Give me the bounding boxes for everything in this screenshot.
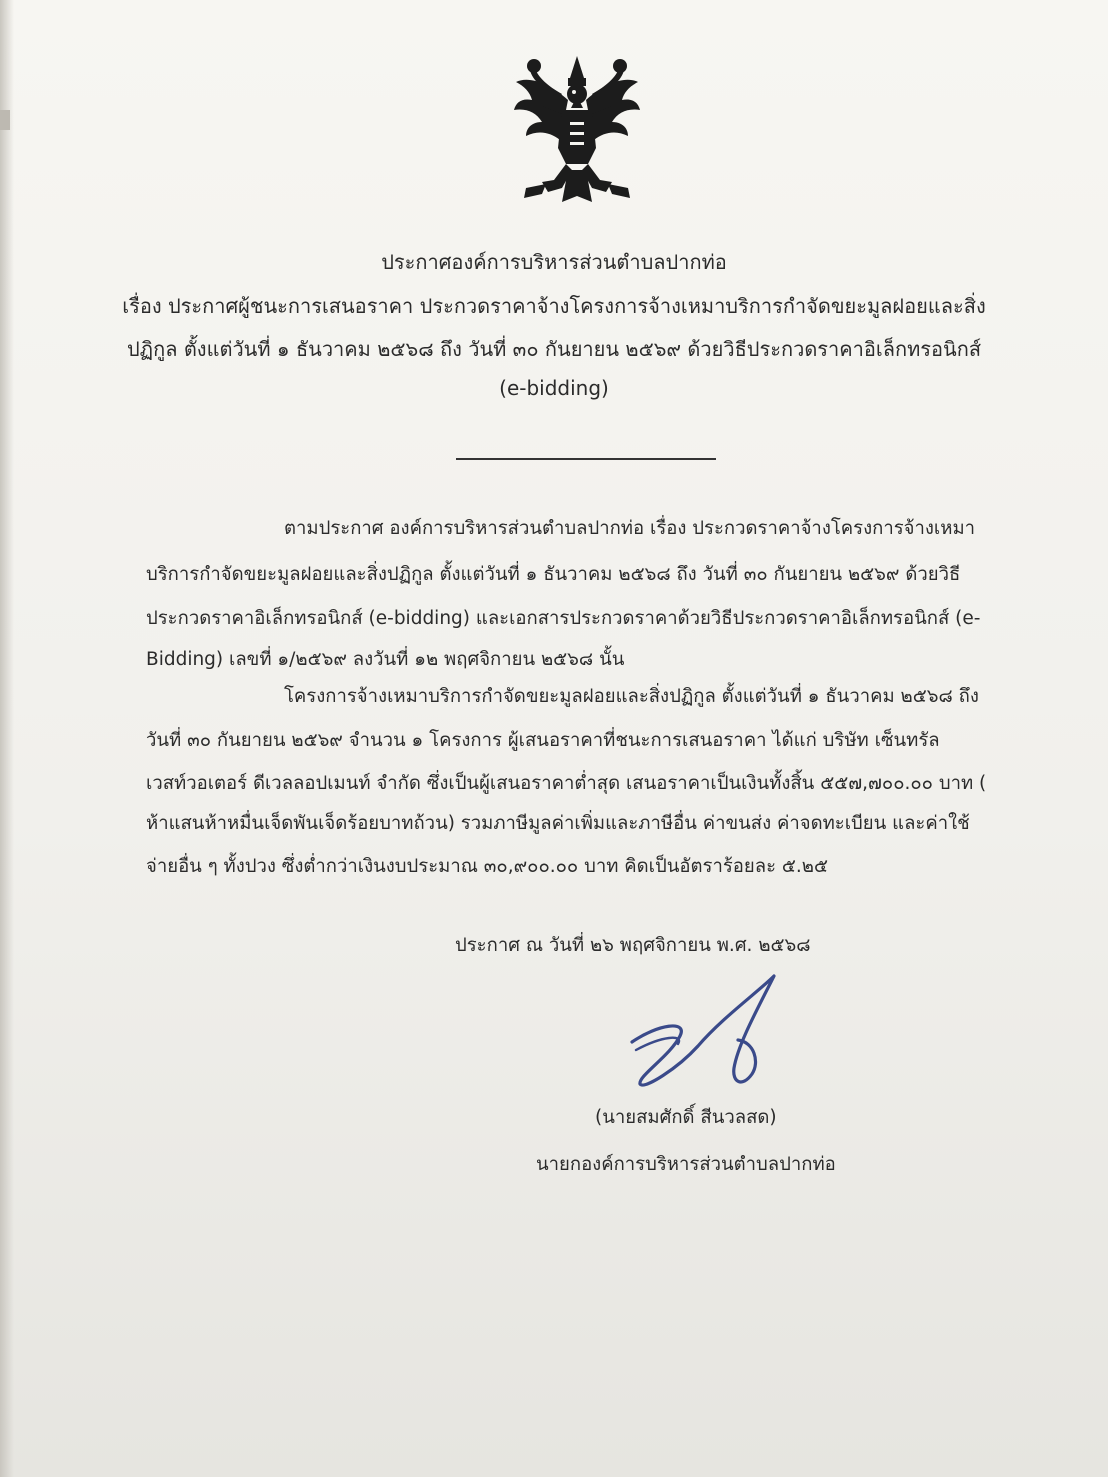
- signer-name: (นายสมศักดิ์ สีนวลสด): [595, 1107, 777, 1128]
- title-line-4: (e-bidding): [499, 376, 609, 400]
- signer-position: นายกองค์การบริหารส่วนตำบลปากท่อ: [536, 1154, 836, 1175]
- paragraph2-line-2: วันที่ ๓๐ กันยายน ๒๕๖๙ จำนวน ๑ โครงการ ผู้เสนอราคาที่ชนะการเสนอราคา ได้แก่ บริษัท เซ็นทรัล: [146, 730, 940, 751]
- title-line-3: ปฏิกูล ตั้งแต่วันที่ ๑ ธันวาคม ๒๕๖๘ ถึง วันที่ ๓๐ กันยายน ๒๕๖๙ ด้วยวิธีประกวดราคาอิเล็กทรอนิกส์: [126, 337, 982, 361]
- paragraph2-line-4: ห้าแสนห้าหมื่นเจ็ดพันเจ็ดร้อยบาทถ้วน) รวมภาษีมูลค่าเพิ่มและภาษีอื่น ค่าขนส่ง ค่าจดทะเบียน และค่าใช้: [146, 813, 970, 834]
- paragraph2-line-1: โครงการจ้างเหมาบริการกำจัดขยะมูลฝอยและสิ่งปฏิกูล ตั้งแต่วันที่ ๑ ธันวาคม ๒๕๖๘ ถึง: [284, 686, 979, 707]
- announcement-date: ประกาศ ณ วันที่ ๒๖ พฤศจิกายน พ.ศ. ๒๕๖๘: [455, 935, 811, 956]
- paragraph1-line-2: บริการกำจัดขยะมูลฝอยและสิ่งปฏิกูล ตั้งแต่วันที่ ๑ ธันวาคม ๒๕๖๘ ถึง วันที่ ๓๐ กันยายน ๒๕๖๙ ด้วยวิธี: [146, 564, 961, 585]
- paragraph1-line-1: ตามประกาศ องค์การบริหารส่วนตำบลปากท่อ เรื่อง ประกวดราคาจ้างโครงการจ้างเหมา: [284, 518, 976, 539]
- page-edge-fold: [0, 110, 10, 130]
- garuda-emblem-icon: [512, 52, 642, 207]
- paragraph2-line-5: จ่ายอื่น ๆ ทั้งปวง ซึ่งต่ำกว่าเงินงบประมาณ ๓๐,๙๐๐.๐๐ บาท คิดเป็นอัตราร้อยละ ๕.๒๕: [146, 856, 828, 877]
- title-line-1: ประกาศองค์การบริหารส่วนตำบลปากท่อ: [381, 250, 727, 274]
- title-line-2: เรื่อง ประกาศผู้ชนะการเสนอราคา ประกวดราคาจ้างโครงการจ้างเหมาบริการกำจัดขยะมูลฝอยและสิ่ง: [122, 294, 986, 318]
- page-edge-shadow: [0, 0, 14, 1477]
- paragraph2-line-3: เวสท์วอเตอร์ ดีเวลลอปเมนท์ จำกัด ซึ่งเป็นผู้เสนอราคาต่ำสุด เสนอราคาเป็นเงินทั้งสิ้น ๕๕๗,๗๐๐.๐๐ บาท (: [146, 773, 987, 794]
- paragraph1-line-3: ประกวดราคาอิเล็กทรอนิกส์ (e-bidding) และเอกสารประกวดราคาด้วยวิธีประกวดราคาอิเล็กทรอนิกส์ (e-: [146, 608, 981, 629]
- paragraph1-line-4: Bidding) เลขที่ ๑/๒๕๖๙ ลงวันที่ ๑๒ พฤศจิกายน ๒๕๖๘ นั้น: [146, 649, 625, 670]
- signature-mark: [618, 972, 788, 1092]
- title-divider: [456, 458, 716, 460]
